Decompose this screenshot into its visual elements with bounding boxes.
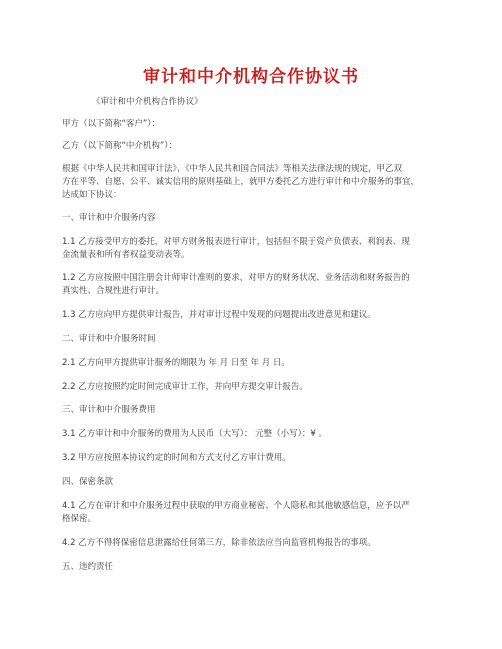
section-heading-5: 五、违约责任: [62, 562, 114, 572]
clause-1-2-line-1: 1.2 乙方应按照中国注册会计师审计准则的要求，对甲方的财务状况、业务活动和财务报告的: [62, 273, 410, 283]
clause-1-1-line-2: 金流量表和所有者权益变动表等。: [62, 250, 190, 260]
clause-2-2: 2.2 乙方应按照约定时间完成审计工作，并向甲方提交审计报告。: [62, 382, 308, 392]
preamble-line-1: 根据《中华人民共和国审计法》、《中华人民共和国合同法》等相关法律法规的规定，甲乙双: [62, 164, 403, 174]
clause-1-3: 1.3 乙方应向甲方提供审计报告，并对审计过程中发现的问题提出改进意见和建议。: [62, 310, 376, 320]
section-heading-2: 二、审计和中介服务时间: [62, 334, 156, 344]
clause-4-1-line-1: 4.1 乙方在审计和中介服务过程中获取的甲方商业秘密、个人隐私和其他敏感信息，应予以严: [62, 501, 410, 511]
preamble-line-2: 方在平等、自愿、公平、诚实信用的原则基础上，就甲方委托乙方进行审计和中介服务的事宜，: [62, 177, 420, 187]
section-heading-1: 一、审计和中介服务内容: [62, 213, 156, 223]
clause-1-2-line-2: 真实性、合规性进行审计。: [62, 286, 165, 296]
clause-4-1-line-2: 格保密。: [62, 514, 97, 524]
clause-2-1: 2.1 乙方向甲方提供审计服务的期限为 年 月 日至 年 月 日。: [62, 358, 290, 368]
clause-1-1-line-1: 1.1 乙方接受甲方的委托，对甲方财务报表进行审计，包括但不限于资产负债表、利润表、现: [62, 237, 410, 247]
clause-3-1: 3.1 乙方审计和中介服务的费用为人民币（大写）： 元整（小写）：¥ 。: [62, 429, 328, 439]
party-b-line: 乙方（以下简称“中介机构”）：: [62, 141, 178, 151]
section-heading-4: 四、保密条款: [62, 477, 114, 487]
preamble-line-3: 达成如下协议：: [62, 190, 122, 200]
clause-4-2: 4.2 乙方不得将保密信息泄露给任何第三方，除非依法应当向监管机构报告的事项。: [62, 538, 376, 548]
agreement-name: 《审计和中介机构合作协议》: [92, 97, 203, 107]
section-heading-3: 三、审计和中介服务费用: [62, 405, 156, 415]
clause-3-2: 3.2 甲方应按照本协议约定的时间和方式支付乙方审计费用。: [62, 453, 291, 463]
party-a-line: 甲方（以下简称“客户”）：: [62, 119, 161, 129]
document-title: 审计和中介机构合作协议书: [143, 67, 359, 87]
